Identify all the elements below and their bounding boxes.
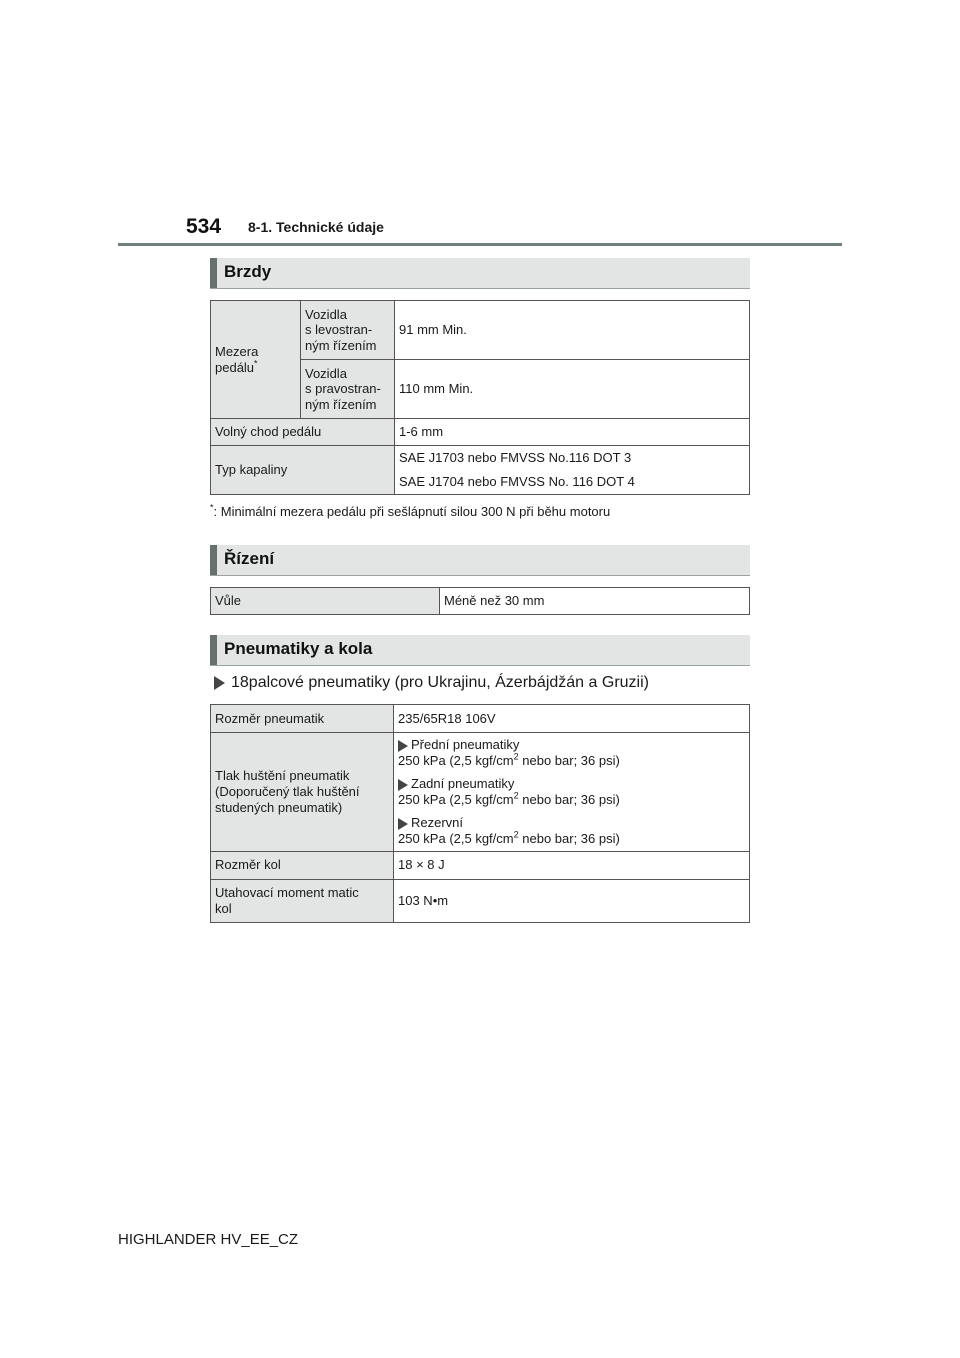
torque-label: Utahovací moment matic kol [211,879,394,922]
table-row [211,446,750,495]
tire-size-value: 235/65R18 106V [394,705,750,733]
front-pressure [398,737,745,768]
footnote-mark: * [210,502,214,513]
header-divider [118,243,842,246]
chapter-title: 8-1. Technické údaje [248,219,384,235]
brakes-table [210,300,750,495]
rhd-label: Vozidla s pravostran- ným řízením [301,360,395,419]
tires-heading [210,635,750,666]
brakes-title: Brzdy [224,262,272,281]
table-row [211,851,750,879]
fluid-value-1: SAE J1703 nebo FMVSS No.116 DOT 3 [399,450,632,466]
lhd-value: 91 mm Min. [395,301,750,360]
pressure-superscript: 2 [513,790,519,801]
rear-label: Zadní pneumatiky [411,776,515,792]
tires-title: Pneumatiky a kola [224,639,373,658]
table-row [211,419,750,446]
table-row [211,588,750,615]
brakes-heading [210,258,750,289]
table-row [211,879,750,922]
steering-heading [210,545,750,576]
fluid-value-2: SAE J1704 nebo FMVSS No. 116 DOT 4 [399,474,635,489]
heading-accent-bar [210,258,217,288]
spare-pressure [398,815,745,846]
pressure-superscript: 2 [513,751,519,762]
fluid-value-cell [395,446,750,495]
triangle-bullet-icon [398,740,408,752]
torque-value: 103 N•m [394,879,750,922]
tires-subheading [214,674,649,692]
table-row [211,705,750,733]
free-play-value: 1-6 mm [395,419,750,446]
table-row [211,301,750,360]
pressure-superscript: 2 [513,829,519,840]
triangle-bullet-icon [398,779,408,791]
pressure-text: 250 kPa (2,5 kgf/cm [398,791,514,807]
pedal-gap-label: Mezera pedálu [215,343,259,375]
footer-model: HIGHLANDER HV_EE_CZ [118,1231,299,1248]
spare-label: Rezervní [411,815,464,831]
pressure-text: nebo bar; 36 psi) [518,752,620,768]
footnote-text: : Minimální mezera pedálu při sešlápnutí silou 300 N při běhu motoru [213,504,611,519]
page-number: 534 [186,215,222,238]
wheel-size-value: 18 × 8 J [394,851,750,879]
heading-accent-bar [210,635,217,665]
front-label: Přední pneumatiky [411,737,520,752]
rhd-value: 110 mm Min. [395,360,750,419]
pressure-text: 250 kPa (2,5 kgf/cm [398,752,514,768]
rear-pressure [398,776,745,807]
fluid-label: Typ kapaliny [211,446,395,495]
footnote-mark: * [254,358,258,369]
wheel-size-label: Rozměr kol [211,851,394,879]
heading-accent-bar [210,545,217,575]
lhd-label: Vozidla s levostran- ným řízením [301,301,395,360]
pedal-gap-label-cell [211,301,301,419]
steering-title: Řízení [224,549,275,568]
steering-table [210,587,750,615]
pressure-text: 250 kPa (2,5 kgf/cm [398,830,514,846]
tires-subheading-text: 18palcové pneumatiky (pro Ukrajinu, Ázerbájdžán a Gruzii) [231,674,649,691]
pressure-label: Tlak huštění pneumatik (Doporučený tlak huštění studených pneumatik) [211,733,394,852]
tire-size-label: Rozměr pneumatik [211,705,394,733]
tires-table [210,704,750,923]
pressure-text: nebo bar; 36 psi) [518,791,620,807]
steering-play-value: Méně než 30 mm [440,588,750,615]
table-row [211,733,750,852]
free-play-label: Volný chod pedálu [211,419,395,446]
steering-play-label: Vůle [211,588,440,615]
brakes-footnote [210,504,610,519]
pressure-values [394,733,750,852]
pressure-text: nebo bar; 36 psi) [518,830,620,846]
triangle-bullet-icon [214,676,225,690]
page-header [0,0,960,250]
triangle-bullet-icon [398,818,408,830]
